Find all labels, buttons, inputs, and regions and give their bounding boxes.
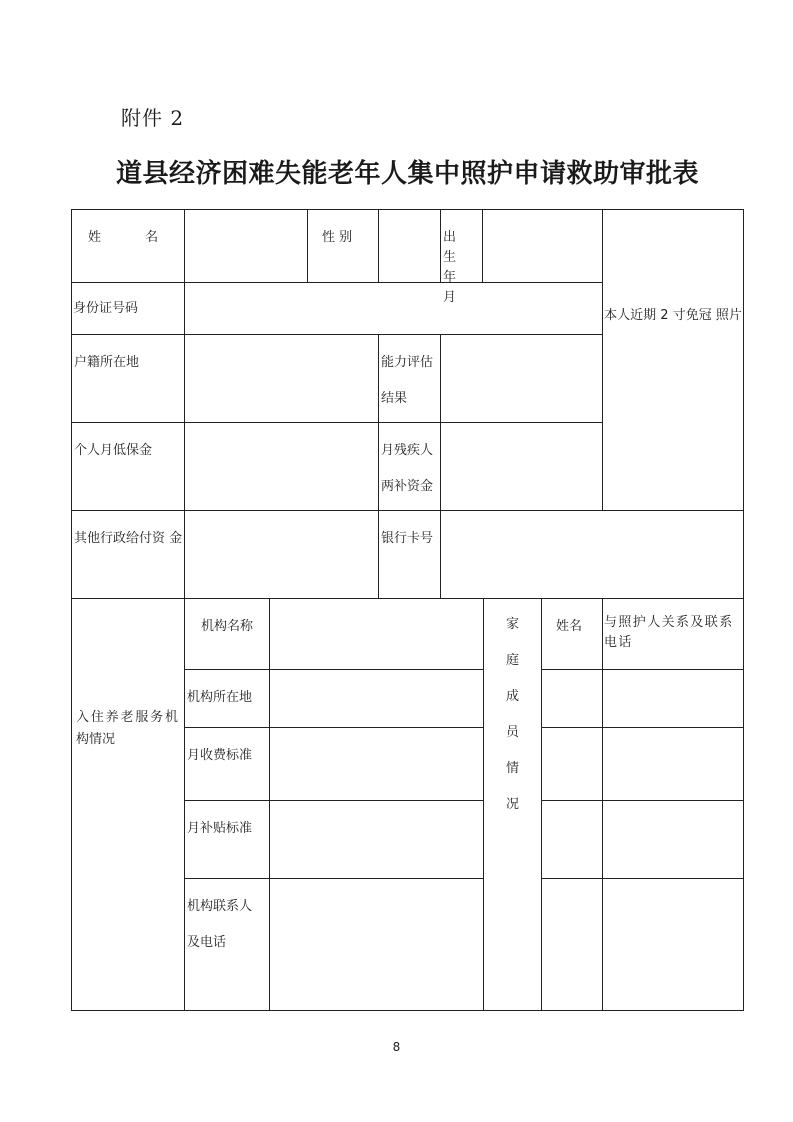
- family-member-2-relation[interactable]: [603, 728, 744, 801]
- institution-location-label: 机构所在地: [185, 670, 270, 728]
- name-field[interactable]: [185, 210, 308, 283]
- family-member-2-name[interactable]: [542, 728, 603, 801]
- monthly-subsidy-field[interactable]: [270, 801, 484, 879]
- institution-name-field[interactable]: [270, 599, 484, 670]
- gender-field[interactable]: [379, 210, 441, 283]
- family-relation-header: 与照护人关系及联系电话: [603, 599, 744, 670]
- family-name-header: 姓名: [542, 599, 603, 670]
- ability-assessment-label: 能力评估 结果: [379, 335, 441, 423]
- min-living-allowance-field[interactable]: [185, 423, 379, 511]
- monthly-fee-field[interactable]: [270, 728, 484, 801]
- bank-card-field[interactable]: [441, 511, 744, 599]
- family-member-1-relation[interactable]: [603, 670, 744, 728]
- family-member-3-relation[interactable]: [603, 801, 744, 879]
- institution-contact-field[interactable]: [270, 879, 484, 1011]
- disability-subsidy-field[interactable]: [441, 423, 603, 511]
- monthly-fee-label: 月收费标准: [185, 728, 270, 801]
- household-label: 户籍所在地: [72, 335, 185, 423]
- disability-subsidy-label: 月残疾人 两补资金: [379, 423, 441, 511]
- institution-section-label: 入住养老服务机构情况: [72, 599, 185, 1011]
- institution-location-field[interactable]: [270, 670, 484, 728]
- photo-placeholder: 本人近期 2 寸免冠 照片: [603, 210, 744, 511]
- id-number-field[interactable]: [185, 283, 603, 335]
- bank-card-label: 银行卡号: [379, 511, 441, 599]
- institution-contact-label: 机构联系人 及电话: [185, 879, 270, 1011]
- family-member-4-name[interactable]: [542, 879, 603, 1011]
- id-number-label: 身份证号码: [72, 283, 185, 335]
- name-label: 姓 名: [72, 210, 185, 283]
- family-member-1-name[interactable]: [542, 670, 603, 728]
- family-member-4-relation[interactable]: [603, 879, 744, 1011]
- family-member-3-name[interactable]: [542, 801, 603, 879]
- other-funds-label: 其他行政给付资 金: [72, 511, 185, 599]
- attachment-label: 附件 2: [121, 106, 185, 130]
- ability-assessment-field[interactable]: [441, 335, 603, 423]
- min-living-allowance-label: 个人月低保金: [72, 423, 185, 511]
- birth-label: 出 生 年 月: [441, 210, 483, 283]
- household-field[interactable]: [185, 335, 379, 423]
- monthly-subsidy-label: 月补贴标准: [185, 801, 270, 879]
- gender-label: 性 别: [308, 210, 379, 283]
- institution-name-label: 机构名称: [185, 599, 270, 670]
- family-members-section-label: 家 庭 成 员 情 况: [484, 599, 542, 1011]
- page-number: 8: [392, 1040, 401, 1054]
- application-form-table: [71, 209, 744, 1011]
- other-funds-field[interactable]: [185, 511, 379, 599]
- page-title: 道县经济困难失能老年人集中照护申请救助审批表: [116, 159, 700, 189]
- birth-field[interactable]: [483, 210, 603, 283]
